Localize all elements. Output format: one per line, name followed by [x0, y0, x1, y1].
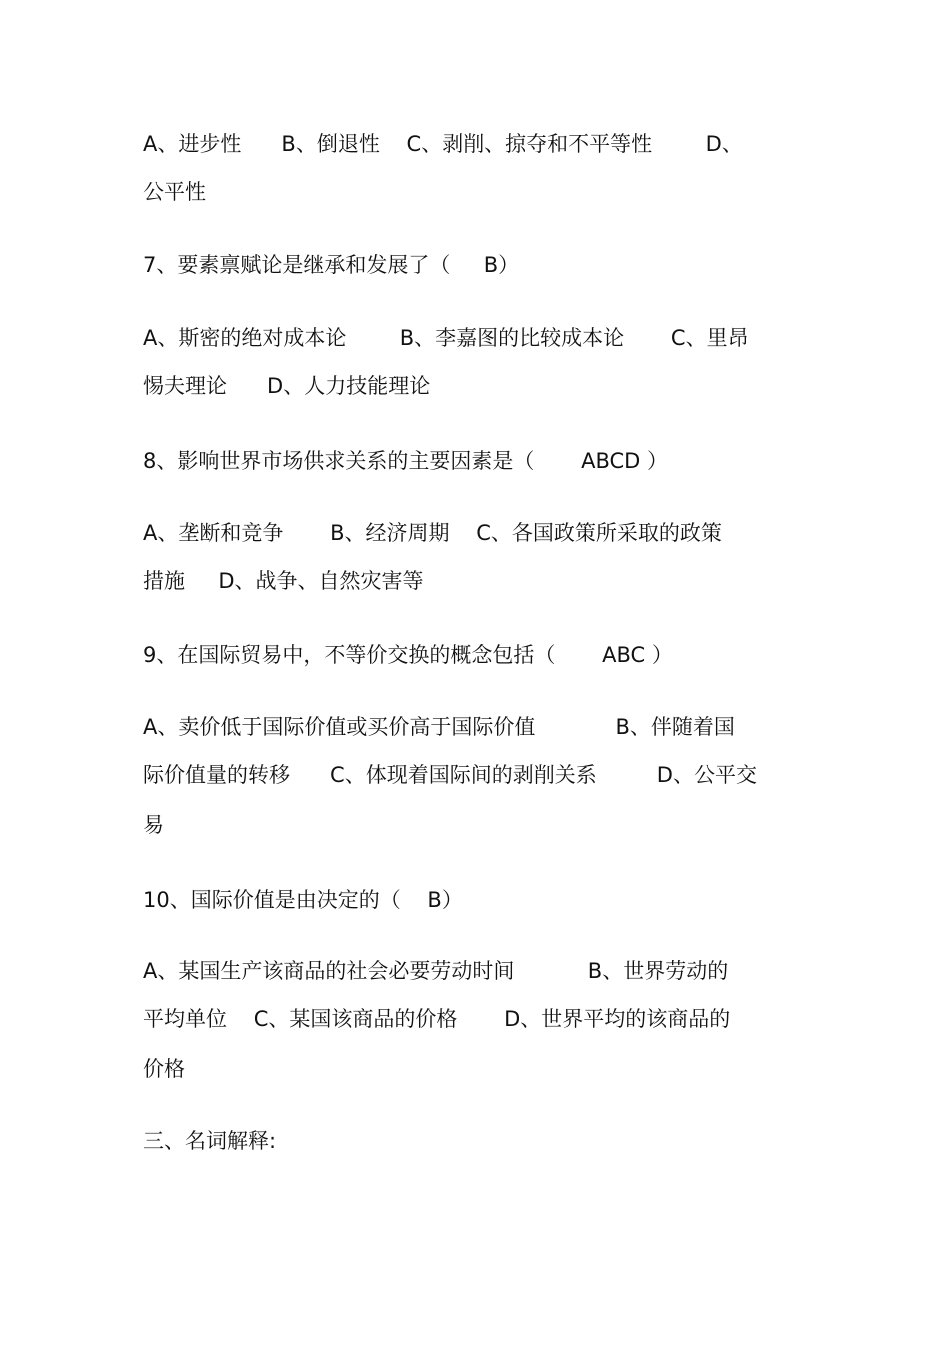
- q10-options-line-3: 价格: [143, 1057, 185, 1081]
- q10-question: 10、国际价值是由决定的（ B）: [143, 888, 463, 912]
- q7-options-line-1: A、斯密的绝对成本论 B、李嘉图的比较成本论 C、里昂: [143, 326, 749, 350]
- section-heading: 三、名词解释:: [143, 1129, 277, 1153]
- q8-options-line-2: 措施 D、战争、自然灾害等: [143, 569, 424, 593]
- q10-options-line-1: A、某国生产该商品的社会必要劳动时间 B、世界劳动的: [143, 959, 729, 983]
- q6-options-line-2: 公平性: [143, 180, 206, 204]
- q6-options-line-1: A、进步性 B、倒退性 C、剥削、掠夺和不平等性 D、: [143, 132, 743, 156]
- q7-question: 7、要素禀赋论是继承和发展了（ B）: [143, 253, 520, 277]
- q10-options-line-2: 平均单位 C、某国该商品的价格 D、世界平均的该商品的: [143, 1007, 731, 1031]
- q8-options-line-1: A、垄断和竞争 B、经济周期 C、各国政策所采取的政策: [143, 521, 722, 545]
- q9-options-line-1: A、卖价低于国际价值或买价高于国际价值 B、伴随着国: [143, 715, 735, 739]
- q7-options-line-2: 惕夫理论 D、人力技能理论: [143, 374, 431, 398]
- q8-question: 8、影响世界市场供求关系的主要因素是（ ABCD ）: [143, 449, 668, 473]
- q9-options-line-2: 际价值量的转移 C、体现着国际间的剥削关系 D、公平交: [143, 763, 757, 787]
- q9-options-line-3: 易: [143, 813, 164, 837]
- q9-question: 9、在国际贸易中，不等价交换的概念包括（ ABC ）: [143, 643, 673, 667]
